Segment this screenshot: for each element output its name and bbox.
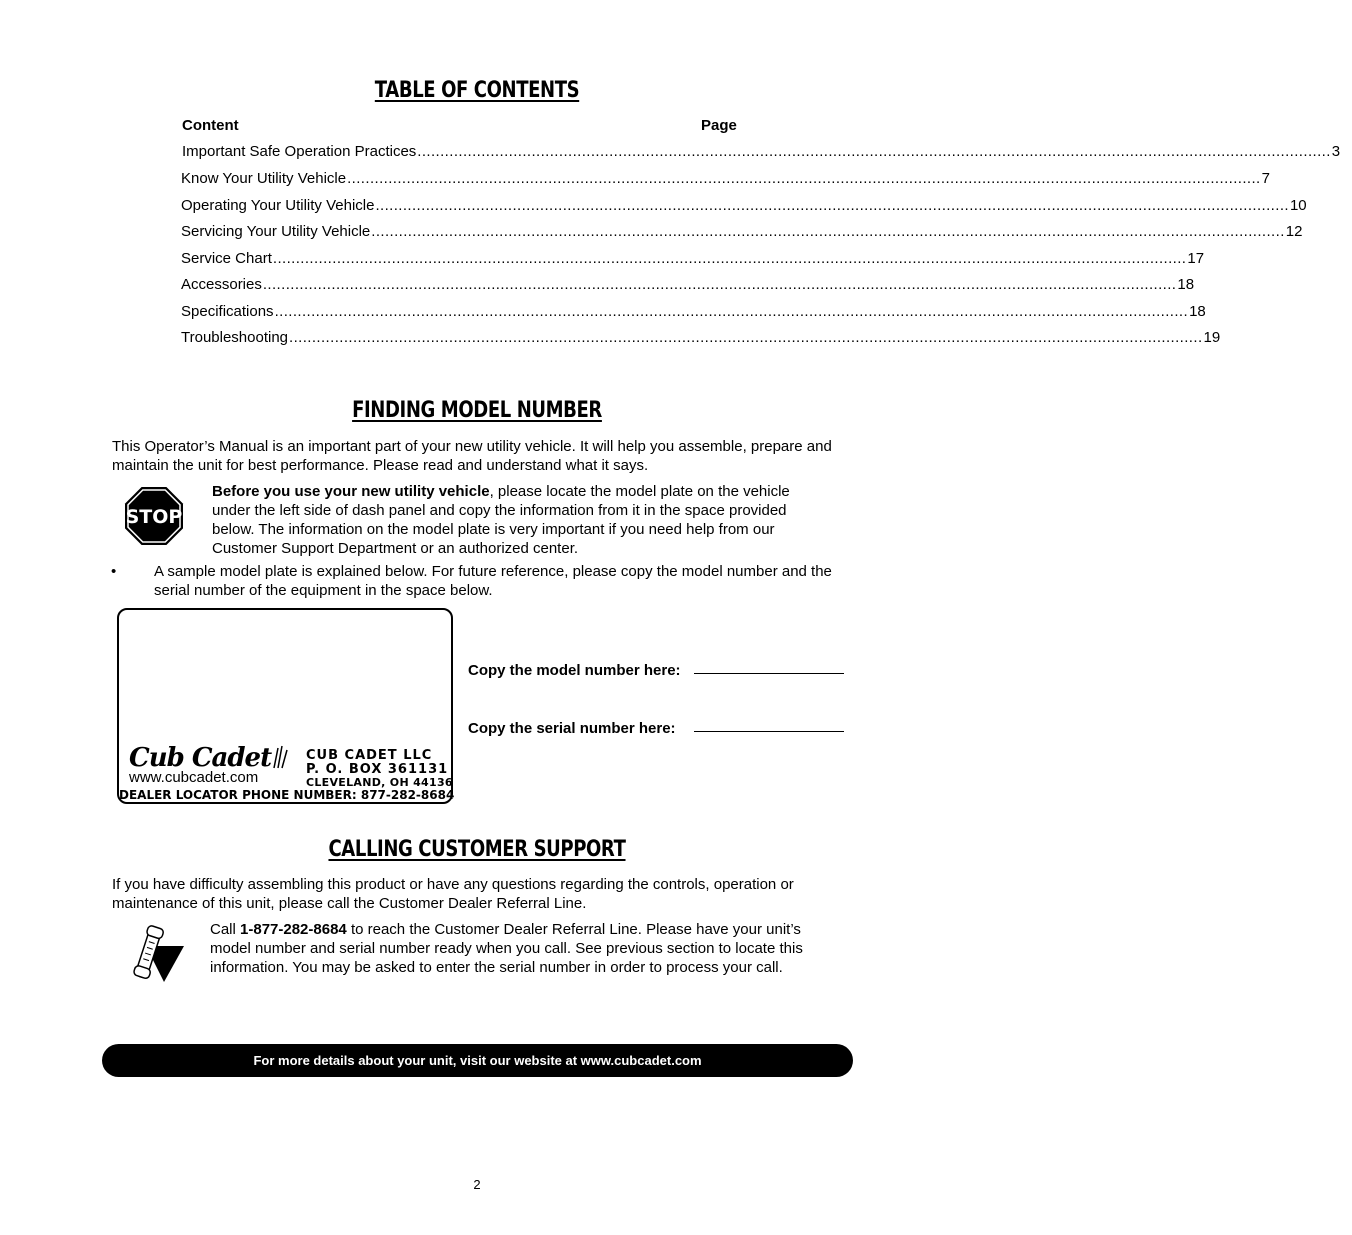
toc-entry-title: Servicing Your Utility Vehicle (181, 223, 371, 240)
toc-entry (182, 143, 1341, 161)
toc-entry-title: Service Chart (181, 250, 272, 267)
model-section-title: FINDING MODEL NUMBER (352, 398, 602, 423)
toc-leader-dots: ........................................................................................................................................................................................................ (417, 143, 1331, 160)
support-intro: If you have difficulty assembling this product or have any questions regarding the controls, operation or maintenance of this unit, please call the Customer Dealer Referral Line. (112, 876, 794, 912)
toc-entry (181, 303, 1206, 321)
website-banner (102, 1044, 853, 1077)
support-phone: 1-877-282-8684 (240, 921, 347, 938)
serial-number-field[interactable] (694, 731, 844, 732)
toc-entry-page: 12 (1285, 223, 1303, 240)
toc-entry-page: 3 (1331, 143, 1341, 160)
cub-cadet-logo: Cub Cadet (129, 744, 290, 771)
toc-leader-dots: ........................................................................................................................................................................................................ (262, 276, 1177, 293)
stop-sign-label: STOP (125, 506, 183, 528)
toc-entry-title: Troubleshooting (181, 329, 289, 346)
plate-dealer-phone: DEALER LOCATOR PHONE NUMBER: 877-282-8684 (119, 788, 455, 802)
toc-entry-page: 18 (1177, 276, 1195, 293)
toc-leader-dots: ........................................................................................................................................................................................................ (289, 329, 1203, 346)
toc-entry-title: Know Your Utility Vehicle (181, 170, 347, 187)
plate-website: www.cubcadet.com (129, 769, 259, 786)
telephone-icon (126, 922, 186, 984)
toc-leader-dots: ........................................................................................................................................................................................................ (272, 250, 1187, 267)
toc-entry (181, 197, 1307, 215)
toc-entry-page: 17 (1187, 250, 1205, 267)
website-banner-text: For more details about your unit, visit our website at www.cubcadet.com (253, 1053, 702, 1068)
toc-leader-dots: ........................................................................................................................................................................................................ (375, 197, 1289, 214)
call-text: to reach the Customer Dealer Referral Line. Please have your unit’s model number and serial number ready when you call. See previous section to locate this information. You may be asked to enter the serial number in order to process your call. (210, 921, 803, 976)
plate-company: CUB CADET LLC (306, 748, 433, 763)
support-section-title: CALLING CUSTOMER SUPPORT (328, 837, 626, 862)
page-number: 2 (473, 1177, 481, 1192)
toc-entry-page: 19 (1203, 329, 1221, 346)
plate-city: CLEVELAND, OH 44136 (306, 776, 453, 789)
toc-leader-dots: ........................................................................................................................................................................................................ (347, 170, 1261, 187)
toc-content-header: Content (182, 117, 239, 134)
stop-text: , please locate the model plate on the vehicle under the left side of dash panel and copy the information from it in the space provided below. The information on the model plate is very important if you need help from our Customer Support Department or an authorized center. (212, 483, 790, 557)
bullet-text: A sample model plate is explained below. For future reference, please copy the model number and the serial number of the equipment in the space below. (154, 563, 832, 599)
bullet-symbol: • (111, 563, 117, 580)
model-intro: This Operator’s Manual is an important part of your new utility vehicle. It will help you assemble, prepare and maintain the unit for best performance. Please read and understand what it says. (112, 438, 832, 474)
plate-pobox: P. O. BOX 361131 (306, 762, 449, 777)
toc-leader-dots: ........................................................................................................................................................................................................ (274, 303, 1189, 320)
toc-entry (181, 223, 1303, 241)
call-paragraph (210, 920, 830, 977)
toc-entry-page: 18 (1189, 303, 1206, 320)
model-plate (117, 608, 453, 804)
toc-entry (181, 276, 1195, 294)
copy-serial-label: Copy the serial number here: (468, 720, 676, 737)
toc-page-header: Page (701, 117, 737, 134)
call-prefix: Call (210, 921, 241, 938)
toc-entry-title: Operating Your Utility Vehicle (181, 197, 375, 214)
toc-entry-title: Specifications (181, 303, 274, 320)
copy-model-label: Copy the model number here: (468, 662, 681, 679)
toc-title: TABLE OF CONTENTS (374, 78, 580, 103)
stop-bold-text: Before you use your new utility vehicle (212, 483, 490, 500)
toc-entry (181, 250, 1205, 268)
toc-entry-title: Accessories (181, 276, 262, 293)
toc-entry (181, 329, 1221, 347)
toc-entry-page: 7 (1261, 170, 1270, 187)
toc-entry-page: 10 (1289, 197, 1307, 214)
model-number-field[interactable] (694, 673, 844, 674)
toc-entry (181, 170, 1270, 188)
stop-paragraph (212, 482, 822, 558)
toc-leader-dots: ........................................................................................................................................................................................................ (371, 223, 1285, 240)
toc-entry-title: Important Safe Operation Practices (182, 143, 417, 160)
stop-sign-icon (124, 486, 184, 546)
